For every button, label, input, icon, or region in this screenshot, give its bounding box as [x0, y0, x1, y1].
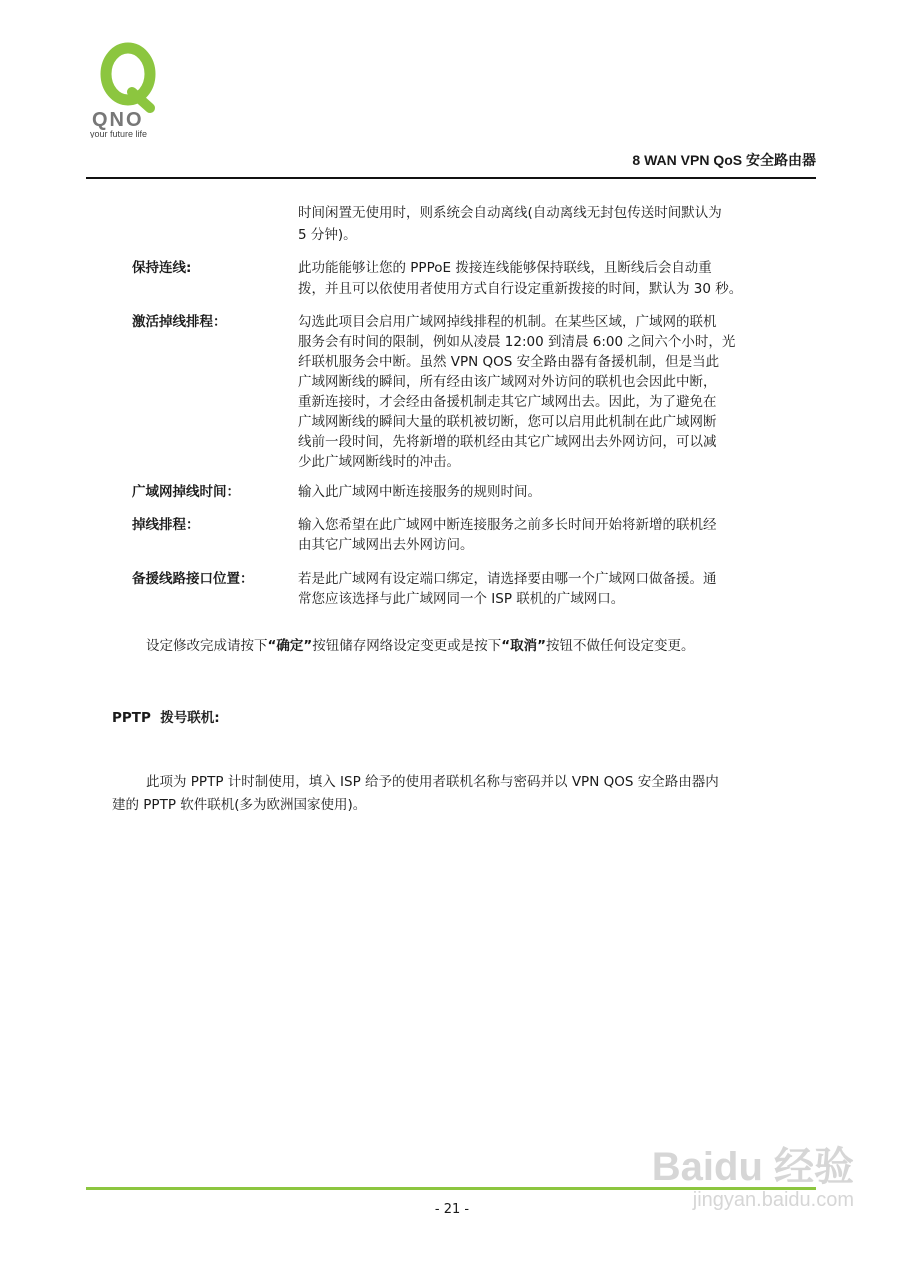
section-heading: PPTP 拨号联机: — [112, 710, 220, 726]
watermark-url: jingyan.baidu.com — [692, 1189, 854, 1211]
baidu-watermark — [652, 1145, 854, 1212]
item-label: 备援线路接口位置： — [132, 571, 254, 587]
item-line: 广域网断线的瞬间，所有经由该广域网对外访问的联机也会因此中断， — [298, 374, 717, 390]
item-line: 拨，并且可以依使用者使用方式自行设定重新拨接的时间，默认为 30 秒。 — [298, 281, 743, 297]
confirm-ok: “确定” — [267, 638, 313, 654]
svg-text:QNO: QNO — [92, 109, 144, 131]
intro-line: 5 分钟)。 — [298, 227, 357, 243]
confirm-post: 按钮不做任何设定变更。 — [546, 638, 695, 654]
item-line: 服务会有时间的限制，例如从凌晨 12:00 到清晨 6:00 之间六个小时，光 — [298, 334, 736, 350]
item-line: 线前一段时间，先将新增的联机经由其它广域网出去外网访问，可以减 — [298, 434, 717, 450]
header-divider — [86, 177, 816, 179]
intro-line: 时间闲置无使用时，则系统会自动离线(自动离线无封包传送时间默认为 — [298, 205, 722, 221]
item-label: 保持连线: — [132, 260, 192, 276]
qno-logo — [88, 42, 168, 138]
header-title: 8 WAN VPN QoS 安全路由器 — [632, 152, 816, 168]
item-label: 激活掉线排程： — [132, 314, 227, 330]
item-line: 由其它广域网出去外网访问。 — [298, 537, 474, 553]
item-line: 纤联机服务会中断。虽然 VPN QOS 安全路由器有备援机制，但是当此 — [298, 354, 720, 370]
item-line: 输入此广域网中断连接服务的规则时间。 — [298, 484, 541, 500]
confirm-instruction — [146, 636, 695, 656]
watermark-brand: Baidu 经验 — [651, 1145, 854, 1189]
svg-text:your future life: your future life — [90, 129, 148, 138]
page-number: - 21 - — [434, 1202, 470, 1217]
confirm-pre: 设定修改完成请按下 — [146, 638, 268, 654]
item-line: 若是此广域网有设定端口绑定，请选择要由哪一个广域网口做备援。通 — [298, 571, 717, 587]
item-label: 掉线排程： — [132, 517, 200, 533]
item-label: 广域网掉线时间： — [132, 484, 240, 500]
item-line: 广域网断线的瞬间大量的联机被切断，您可以启用此机制在此广域网断 — [298, 414, 717, 430]
item-line: 输入您希望在此广域网中断连接服务之前多长时间开始将新增的联机经 — [298, 517, 717, 533]
item-line: 勾选此项目会启用广域网掉线排程的机制。在某些区域，广域网的联机 — [298, 314, 717, 330]
item-line: 此功能能够让您的 PPPoE 拨接连线能够保持联线，且断线后会自动重 — [298, 260, 712, 276]
pptp-line: 建的 PPTP 软件联机(多为欧洲国家使用)。 — [112, 797, 367, 813]
pptp-line: 此项为 PPTP 计时制使用，填入 ISP 给予的使用者联机名称与密码并以 VPN QOS 安全路由器内 — [146, 774, 719, 790]
confirm-mid: 按钮储存网络设定变更或是按下 — [312, 638, 502, 654]
item-line: 少此广域网断线时的冲击。 — [298, 454, 460, 470]
confirm-cancel: “取消” — [501, 638, 546, 654]
item-line: 常您应该选择与此广域网同一个 ISP 联机的广域网口。 — [298, 591, 625, 607]
item-line: 重新连接时，才会经由备援机制走其它广域网出去。因此，为了避免在 — [298, 394, 717, 410]
